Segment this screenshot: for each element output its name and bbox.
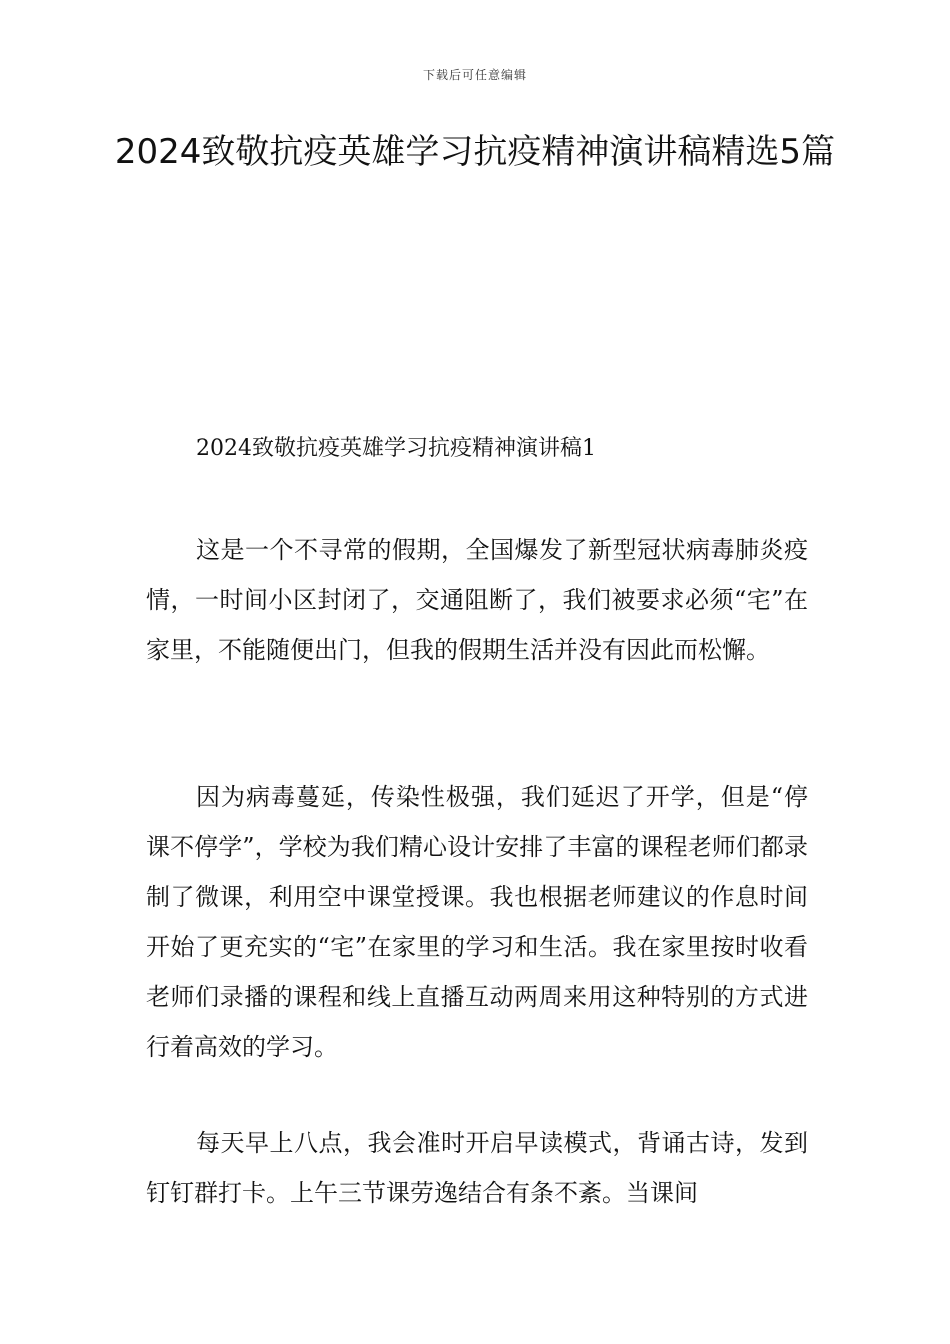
- paragraph-3: 每天早上八点，我会准时开启早读模式，背诵古诗，发到钉钉群打卡。上午三节课劳逸结合有条不紊。当课间: [146, 1129, 808, 1207]
- header-note: 下载后可任意编辑: [422, 68, 527, 82]
- section-title: 2024致敬抗疫英雄学习抗疫精神演讲稿1: [196, 436, 596, 461]
- paragraph-2: 因为病毒蔓延，传染性极强，我们延迟了开学，但是“停课不停学”，学校为我们精心设计安排了丰富的课程老师们都录制了微课，利用空中课堂授课。我也根据老师建议的作息时间开始了更充实的“宅”在家里的学习和生活。我在家里按时收看老师们录播的课程和线上直播互动两周来用这种特别的方式进行着高效的学习。: [146, 783, 808, 1061]
- document-title: 2024致敬抗疫英雄学习抗疫精神演讲稿精选5篇: [114, 132, 836, 172]
- paragraph-1: 这是一个不寻常的假期，全国爆发了新型冠状病毒肺炎疫情，一时间小区封闭了，交通阻断了，我们被要求必须“宅”在家里，不能随便出门，但我的假期生活并没有因此而松懈。: [146, 536, 808, 664]
